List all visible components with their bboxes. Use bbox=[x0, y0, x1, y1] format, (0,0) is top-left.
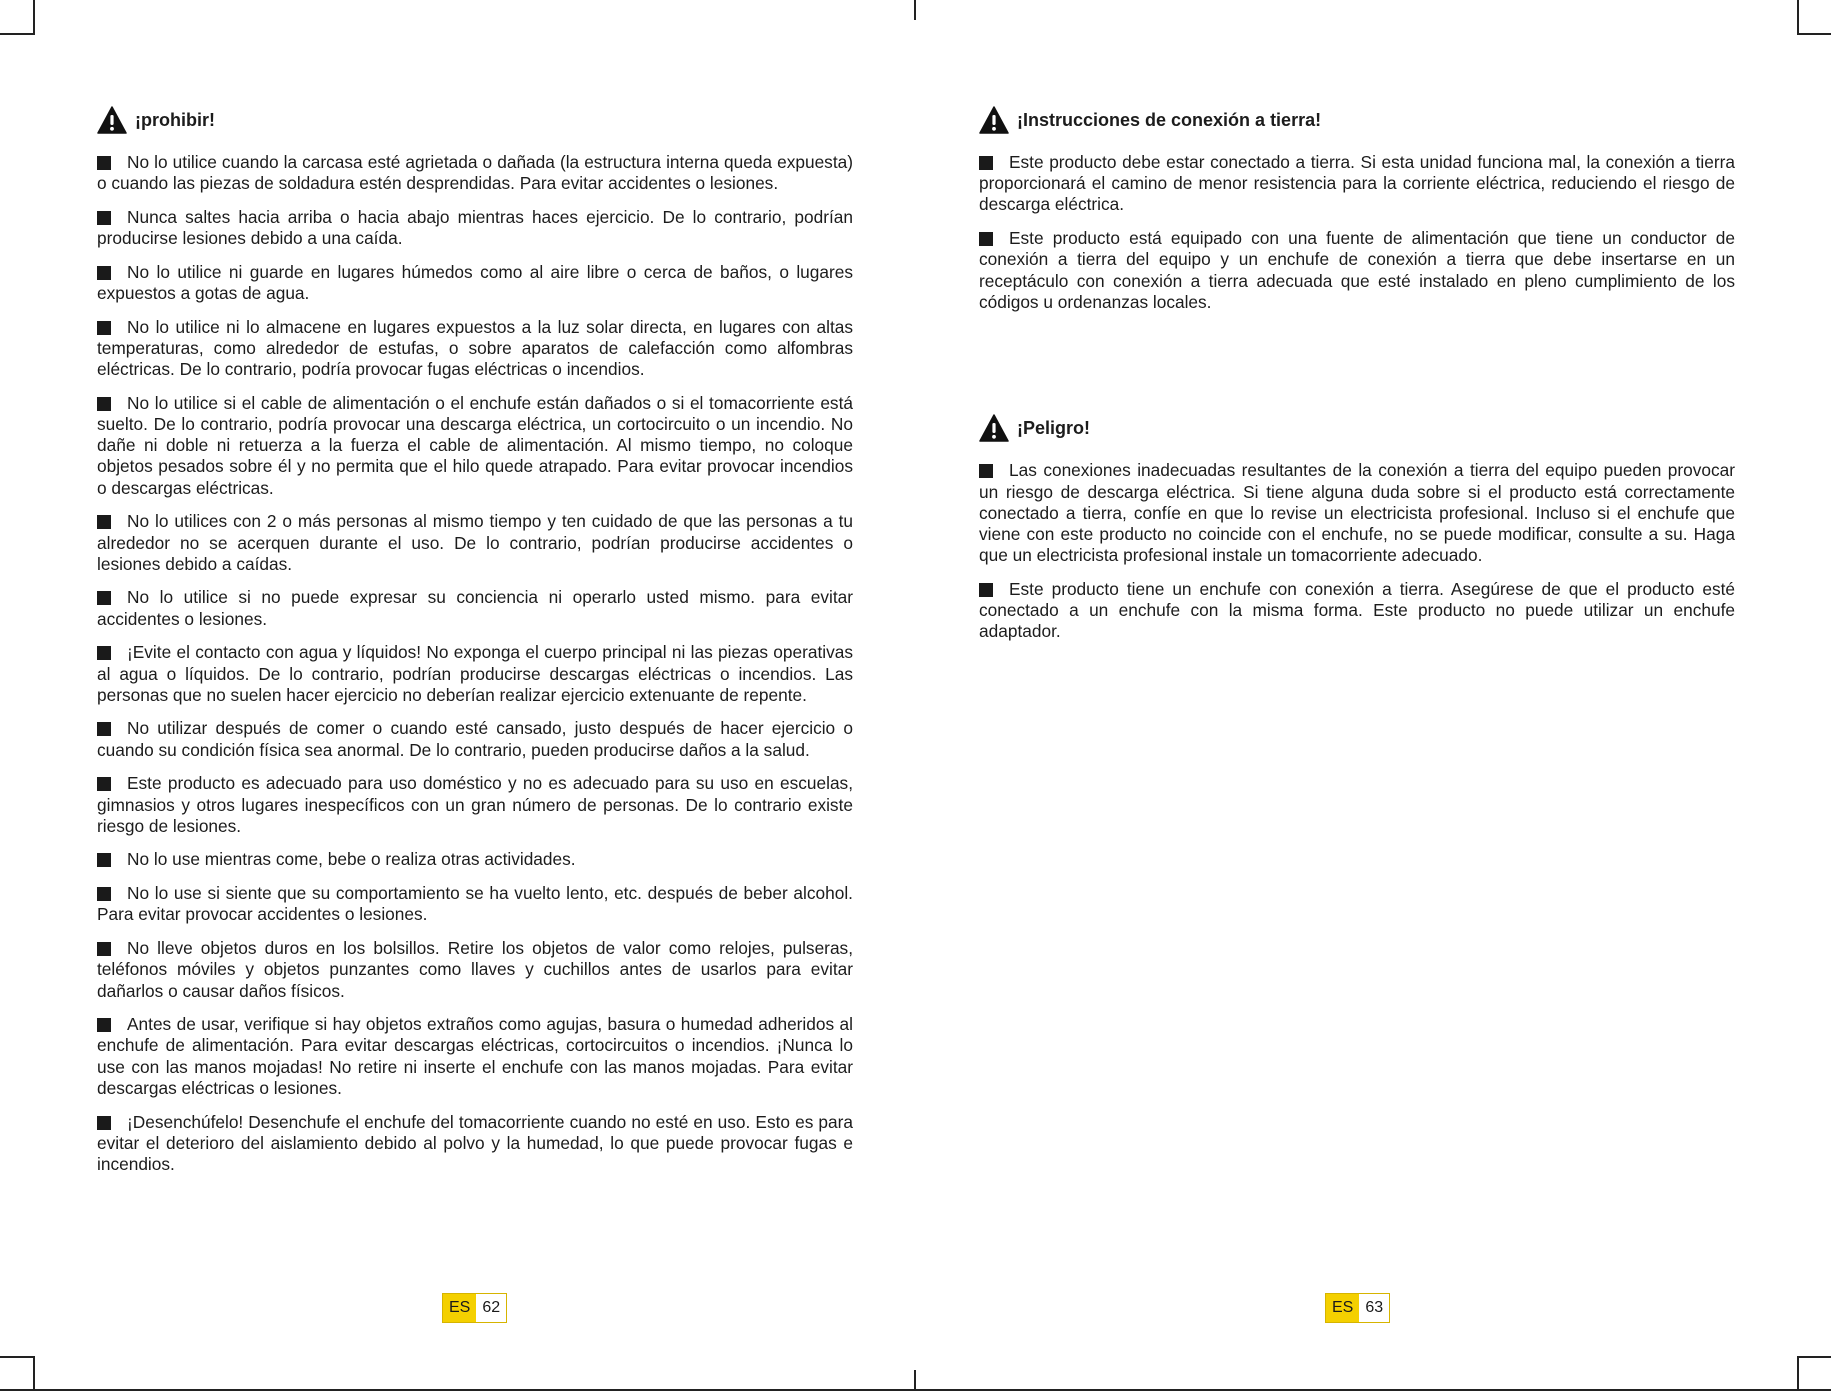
list-item bbox=[979, 579, 1735, 643]
page-language: ES bbox=[1326, 1294, 1359, 1322]
page-language: ES bbox=[443, 1294, 476, 1322]
crop-mark bbox=[1797, 0, 1799, 34]
square-bullet-icon bbox=[97, 722, 111, 736]
left-page bbox=[97, 104, 853, 1188]
list-item bbox=[97, 642, 853, 706]
crop-mark bbox=[0, 1356, 35, 1358]
section-heading-prohibir bbox=[97, 104, 853, 136]
square-bullet-icon bbox=[97, 591, 111, 605]
list-item bbox=[97, 152, 853, 194]
list-item bbox=[97, 587, 853, 629]
item-text: No lo utilice ni guarde en lugares húmedos como al aire libre o cerca de baños, o lugares expuestos a gotas de agua. bbox=[97, 261, 853, 304]
danger-list bbox=[979, 460, 1735, 642]
item-text: Este producto está equipado con una fuente de alimentación que tiene un conductor de conexión a tierra del equipo y un enchufe de conexión a tierra que debe insertarse en un receptáculo con conexión a tierra adecuada que esté instalado en pleno cumplimiento de los códigos u ordenanzas locales. bbox=[979, 228, 1735, 312]
section-spacer bbox=[979, 325, 1735, 412]
item-text: Este producto es adecuado para uso doméstico y no es adecuado para su uso en escuelas, gimnasios y otros lugares inespecíficos con un gran número de personas. De lo contrario existe riesgo de lesiones. bbox=[97, 773, 853, 836]
item-text: No lo utilices con 2 o más personas al mismo tiempo y ten cuidado de que las personas a tu alrededor no se acerquen durante el uso. De lo contrario, podrían producirse accidentes o lesiones debido a caídas. bbox=[97, 511, 853, 574]
list-item bbox=[97, 1014, 853, 1099]
list-item bbox=[97, 773, 853, 837]
crop-mark bbox=[914, 1370, 916, 1391]
crop-mark bbox=[914, 0, 916, 20]
item-text: Las conexiones inadecuadas resultantes de la conexión a tierra del equipo pueden provocar un riesgo de descarga eléctrica. Si tiene alguna duda sobre si el producto está correctamente conectado a tierra, confíe en que lo revise un electricista profesional. Incluso si el enchufe que viene con este producto no coincide con el enchufe, no se puede modificar, consulte a su. Haga que un electricista profesional instale un tomacorriente adecuado. bbox=[979, 460, 1735, 566]
item-text: ¡Evite el contacto con agua y líquidos! No exponga el cuerpo principal ni las piezas operativas al agua o líquidos. De lo contrario, podrían producirse descargas eléctricas o incendios. Las personas que no suelen hacer ejercicio no deberían realizar ejercicio extenuante de repente. bbox=[97, 642, 853, 705]
page-number-badge-left bbox=[442, 1293, 507, 1323]
square-bullet-icon bbox=[979, 464, 993, 478]
item-text: Este producto tiene un enchufe con conexión a tierra. Asegúrese de que el producto esté conectado a un enchufe con la misma forma. Este producto no puede utilizar un enchufe adaptador. bbox=[979, 578, 1735, 642]
item-text: Este producto debe estar conectado a tierra. Si esta unidad funciona mal, la conexión a tierra proporcionará el camino de menor resistencia para la corriente eléctrica, reduciendo el riesgo de descarga eléctrica. bbox=[979, 152, 1735, 215]
section-heading-peligro bbox=[979, 412, 1735, 444]
list-item bbox=[97, 511, 853, 575]
list-item bbox=[97, 262, 853, 304]
square-bullet-icon bbox=[97, 397, 111, 411]
square-bullet-icon bbox=[979, 156, 993, 170]
warning-triangle-icon bbox=[97, 106, 127, 134]
square-bullet-icon bbox=[97, 515, 111, 529]
square-bullet-icon bbox=[97, 266, 111, 280]
list-item bbox=[97, 317, 853, 381]
square-bullet-icon bbox=[97, 1116, 111, 1130]
item-text: No lo utilice si no puede expresar su conciencia ni operarlo usted mismo. para evitar accidentes o lesiones. bbox=[97, 587, 853, 629]
right-page bbox=[979, 104, 1735, 655]
list-item bbox=[979, 460, 1735, 566]
prohibition-list bbox=[97, 152, 853, 1175]
square-bullet-icon bbox=[97, 321, 111, 335]
item-text: ¡Desenchúfelo! Desenchufe el enchufe del tomacorriente cuando no esté en uso. Esto es para evitar el deterioro del aislamiento debido al polvo y la humedad, lo que puede provocar fugas e incendios. bbox=[97, 1111, 853, 1174]
square-bullet-icon bbox=[97, 853, 111, 867]
square-bullet-icon bbox=[97, 777, 111, 791]
page-number: 62 bbox=[476, 1294, 506, 1322]
crop-mark bbox=[1797, 33, 1831, 35]
square-bullet-icon bbox=[97, 942, 111, 956]
list-item bbox=[97, 207, 853, 249]
crop-mark bbox=[33, 1356, 35, 1391]
list-item bbox=[97, 849, 853, 870]
warning-triangle-icon bbox=[979, 106, 1009, 134]
list-item bbox=[97, 938, 853, 1002]
grounding-instructions-list bbox=[979, 152, 1735, 313]
item-text: No utilizar después de comer o cuando esté cansado, justo después de hacer ejercicio o cuando su condición física sea anormal. De lo contrario, pueden producirse daños a la salud. bbox=[97, 718, 853, 760]
item-text: No lleve objetos duros en los bolsillos. Retire los objetos de valor como relojes, pulseras, teléfonos móviles y objetos punzantes como llaves y cuchillos antes de usarlos para evitar dañarlos o causar daños físicos. bbox=[97, 938, 853, 1001]
page-number: 63 bbox=[1359, 1294, 1389, 1322]
item-text: Nunca saltes hacia arriba o hacia abajo mientras haces ejercicio. De lo contrario, podrían producirse lesiones debido a una caída. bbox=[97, 206, 853, 249]
square-bullet-icon bbox=[97, 646, 111, 660]
list-item bbox=[97, 718, 853, 760]
section-heading-grounding bbox=[979, 104, 1735, 136]
section-title: ¡prohibir! bbox=[135, 109, 215, 130]
square-bullet-icon bbox=[97, 887, 111, 901]
square-bullet-icon bbox=[979, 583, 993, 597]
square-bullet-icon bbox=[97, 1018, 111, 1032]
page-number-badge-right bbox=[1325, 1293, 1390, 1323]
square-bullet-icon bbox=[979, 232, 993, 246]
list-item bbox=[979, 152, 1735, 216]
section-title: ¡Peligro! bbox=[1017, 417, 1091, 438]
item-text: No lo utilice cuando la carcasa esté agrietada o dañada (la estructura interna queda expuesta) o cuando las piezas de soldadura estén desprendidas. Para evitar accidentes o lesiones. bbox=[97, 152, 853, 194]
item-text: No lo utilice ni lo almacene en lugares expuestos a la luz solar directa, en lugares con altas temperaturas, como alrededor de estufas, o sobre aparatos de calefacción como alfombras eléctricas. De lo contrario, podría provocar fugas eléctricas o incendios. bbox=[97, 316, 853, 380]
crop-mark bbox=[1797, 1356, 1831, 1358]
crop-mark bbox=[33, 0, 35, 34]
list-item bbox=[97, 393, 853, 499]
section-title: ¡Instrucciones de conexión a tierra! bbox=[1017, 109, 1322, 130]
item-text: Antes de usar, verifique si hay objetos extraños como agujas, basura o humedad adheridos al enchufe de alimentación. Para evitar descargas eléctricas, cortocircuitos o incendios. ¡Nunca lo use con las manos mojadas! No retire ni inserte el enchufe con las manos mojadas. Para evitar descargas eléctricas o lesiones. bbox=[97, 1014, 853, 1098]
crop-mark bbox=[0, 33, 35, 35]
list-item bbox=[97, 1112, 853, 1176]
crop-mark bbox=[1797, 1356, 1799, 1391]
square-bullet-icon bbox=[97, 211, 111, 225]
square-bullet-icon bbox=[97, 156, 111, 170]
list-item bbox=[979, 228, 1735, 313]
item-text: No lo use mientras come, bebe o realiza otras actividades. bbox=[127, 849, 576, 870]
list-item bbox=[97, 883, 853, 925]
item-text: No lo use si siente que su comportamiento se ha vuelto lento, etc. después de beber alcohol. Para evitar provocar accidentes o lesiones. bbox=[97, 883, 853, 925]
warning-triangle-icon bbox=[979, 414, 1009, 442]
item-text: No lo utilice si el cable de alimentación o el enchufe están dañados o si el tomacorriente está suelto. De lo contrario, podría provocar una descarga eléctrica, un cortocircuito o un incendio. No dañe ni doble ni retuerza a la fuerza el cable de alimentación. Al mismo tiempo, no coloque objetos pesados sobre él y no permita que el hilo quede atrapado. Para evitar provocar incendios o descargas eléctricas. bbox=[97, 392, 853, 498]
